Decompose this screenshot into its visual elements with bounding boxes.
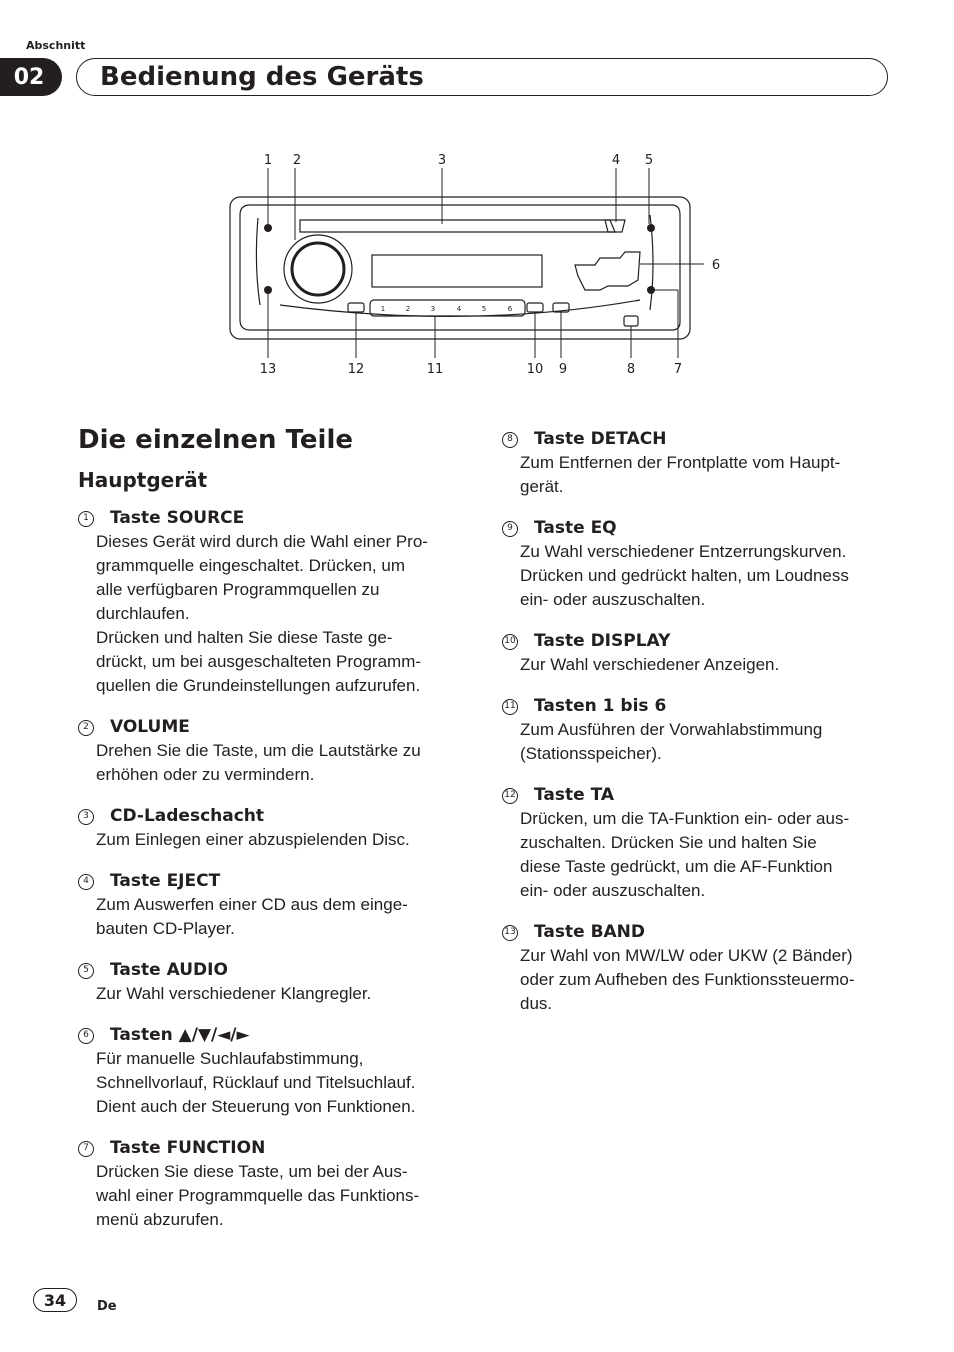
callout-9: 9 bbox=[558, 362, 568, 377]
item-description bbox=[502, 540, 897, 612]
list-item bbox=[502, 784, 897, 903]
callout-13: 13 bbox=[259, 362, 277, 377]
callout-1: 1 bbox=[263, 153, 273, 168]
callout-7: 7 bbox=[673, 362, 683, 377]
item-title: Taste DETACH bbox=[534, 429, 667, 449]
item-description bbox=[78, 982, 468, 1006]
source-button-dot bbox=[264, 224, 272, 232]
item-title: VOLUME bbox=[110, 717, 190, 737]
item-description bbox=[502, 944, 897, 1016]
description-line: zuschalten. Drücken Sie und halten Sie bbox=[520, 833, 817, 852]
callout-5: 5 bbox=[644, 153, 654, 168]
description-line: quellen die Grundeinstellungen aufzurufen. bbox=[96, 676, 421, 695]
page-subtitle: Hauptgerät bbox=[78, 468, 208, 492]
section-label: Abschnitt bbox=[26, 39, 86, 52]
item-number-badge: 4 bbox=[78, 874, 94, 890]
preset-label: 3 bbox=[430, 305, 436, 313]
item-number-badge: 10 bbox=[502, 634, 518, 650]
item-number-badge: 8 bbox=[502, 432, 518, 448]
device-front-panel-diagram bbox=[220, 140, 740, 385]
callout-8: 8 bbox=[626, 362, 636, 377]
item-heading bbox=[78, 1137, 468, 1160]
description-line: ein- oder auszuschalten. bbox=[520, 881, 706, 900]
list-item bbox=[78, 805, 468, 852]
description-line: Zur Wahl von MW/LW oder UKW (2 Bänder) bbox=[520, 946, 853, 965]
list-item bbox=[502, 630, 897, 677]
item-title: CD-Ladeschacht bbox=[110, 806, 265, 826]
description-line: Für manuelle Suchlaufabstimmung, bbox=[96, 1049, 364, 1068]
description-line: Zur Wahl verschiedener Klangregler. bbox=[96, 984, 372, 1003]
item-description bbox=[502, 718, 897, 766]
preset-label: 1 bbox=[380, 305, 386, 313]
item-title: Tasten ▲/▼/◄/► bbox=[110, 1025, 250, 1045]
callout-11: 11 bbox=[426, 362, 444, 377]
item-title: Taste TA bbox=[534, 785, 615, 805]
description-line: wahl einer Programmquelle das Funktions- bbox=[96, 1186, 420, 1205]
list-item bbox=[78, 959, 468, 1006]
list-item bbox=[78, 1024, 468, 1119]
direction-pad-shape bbox=[575, 252, 640, 290]
item-description bbox=[78, 1047, 468, 1119]
item-heading bbox=[78, 1024, 468, 1047]
volume-knob bbox=[292, 243, 344, 295]
item-title: Taste DISPLAY bbox=[534, 631, 671, 651]
section-number-badge: 02 bbox=[0, 58, 62, 96]
page-title: Die einzelnen Teile bbox=[78, 425, 353, 455]
description-line: alle verfügbaren Programmquellen zu bbox=[96, 580, 380, 599]
callout-10: 10 bbox=[526, 362, 544, 377]
item-title: Taste EQ bbox=[534, 518, 617, 538]
list-item bbox=[502, 921, 897, 1016]
audio-button-dot bbox=[647, 224, 655, 232]
item-heading bbox=[78, 870, 468, 893]
item-number-badge: 1 bbox=[78, 511, 94, 527]
chapter-title: Bedienung des Geräts bbox=[100, 62, 424, 92]
item-description bbox=[78, 828, 468, 852]
item-title: Tasten 1 bis 6 bbox=[534, 696, 667, 716]
item-heading bbox=[78, 959, 468, 982]
list-item bbox=[78, 1137, 468, 1232]
page-number: 34 bbox=[33, 1288, 77, 1312]
ta-button-shape bbox=[348, 303, 364, 312]
item-number-badge: 11 bbox=[502, 699, 518, 715]
band-button-dot bbox=[264, 286, 272, 294]
description-line: grammquelle eingeschaltet. Drücken, um bbox=[96, 556, 405, 575]
item-description bbox=[78, 893, 468, 941]
callout-4: 4 bbox=[611, 153, 621, 168]
item-title: Taste EJECT bbox=[110, 871, 221, 891]
callout-12: 12 bbox=[347, 362, 365, 377]
description-line: gerät. bbox=[520, 477, 564, 496]
preset-button-bar bbox=[370, 300, 525, 316]
item-heading bbox=[502, 921, 897, 944]
item-title: Taste AUDIO bbox=[110, 960, 228, 980]
item-description bbox=[502, 653, 897, 677]
language-code: De bbox=[97, 1299, 117, 1314]
item-description bbox=[502, 451, 897, 499]
item-description bbox=[78, 1160, 468, 1232]
description-line: Drücken und halten Sie diese Taste ge- bbox=[96, 628, 393, 647]
left-column bbox=[78, 507, 468, 1250]
item-title: Taste FUNCTION bbox=[110, 1138, 266, 1158]
description-line: Zu Wahl verschiedener Entzerrungskurven. bbox=[520, 542, 847, 561]
item-heading bbox=[78, 716, 468, 739]
preset-label: 5 bbox=[481, 305, 487, 313]
description-line: bauten CD-Player. bbox=[96, 919, 235, 938]
item-description bbox=[502, 807, 897, 903]
callout-6: 6 bbox=[711, 258, 721, 273]
description-line: ein- oder auszuschalten. bbox=[520, 590, 706, 609]
list-item bbox=[78, 716, 468, 787]
item-description bbox=[78, 739, 468, 787]
item-number-badge: 3 bbox=[78, 809, 94, 825]
description-line: oder zum Aufheben des Funktionssteuermo- bbox=[520, 970, 855, 989]
volume-knob-ring bbox=[284, 235, 352, 303]
preset-label: 6 bbox=[507, 305, 513, 313]
item-number-badge: 6 bbox=[78, 1028, 94, 1044]
description-line: Dieses Gerät wird durch die Wahl einer Pro- bbox=[96, 532, 428, 551]
item-number-badge: 5 bbox=[78, 963, 94, 979]
description-line: dus. bbox=[520, 994, 553, 1013]
left-panel-curve bbox=[256, 218, 260, 305]
preset-label: 2 bbox=[405, 305, 411, 313]
list-item bbox=[502, 428, 897, 499]
description-line: (Stationsspeicher). bbox=[520, 744, 662, 763]
description-line: erhöhen oder zu vermindern. bbox=[96, 765, 315, 784]
list-item bbox=[78, 507, 468, 698]
item-description bbox=[78, 530, 468, 698]
description-line: menü abzurufen. bbox=[96, 1210, 224, 1229]
callout-3: 3 bbox=[437, 153, 447, 168]
chassis-outline bbox=[230, 197, 690, 339]
item-heading bbox=[502, 630, 897, 653]
item-heading bbox=[502, 428, 897, 451]
cd-slot bbox=[300, 220, 615, 232]
item-title: Taste BAND bbox=[534, 922, 646, 942]
description-line: Zum Entfernen der Frontplatte vom Haupt- bbox=[520, 453, 841, 472]
description-line: Drehen Sie die Taste, um die Lautstärke zu bbox=[96, 741, 421, 760]
item-heading bbox=[78, 805, 468, 828]
item-number-badge: 12 bbox=[502, 788, 518, 804]
list-item bbox=[502, 695, 897, 766]
description-line: Drücken Sie diese Taste, um bei der Aus- bbox=[96, 1162, 408, 1181]
description-line: Schnellvorlauf, Rücklauf und Titelsuchlauf. bbox=[96, 1073, 416, 1092]
right-column bbox=[502, 428, 897, 1034]
item-number-badge: 13 bbox=[502, 925, 518, 941]
item-heading bbox=[502, 784, 897, 807]
description-line: Dient auch der Steuerung von Funktionen. bbox=[96, 1097, 416, 1116]
description-line: Zum Ausführen der Vorwahlabstimmung bbox=[520, 720, 823, 739]
description-line: Zum Auswerfen einer CD aus dem einge- bbox=[96, 895, 408, 914]
detach-button-shape bbox=[624, 316, 638, 326]
description-line: drückt, um bei ausgeschalteten Programm- bbox=[96, 652, 422, 671]
description-line: diese Taste gedrückt, um die AF-Funktion bbox=[520, 857, 833, 876]
item-title: Taste SOURCE bbox=[110, 508, 245, 528]
description-line: Drücken und gedrückt halten, um Loudness bbox=[520, 566, 849, 585]
description-line: durchlaufen. bbox=[96, 604, 190, 623]
callout-2: 2 bbox=[292, 153, 302, 168]
item-heading bbox=[502, 517, 897, 540]
description-line: Zur Wahl verschiedener Anzeigen. bbox=[520, 655, 780, 674]
list-item bbox=[502, 517, 897, 612]
item-number-badge: 9 bbox=[502, 521, 518, 537]
description-line: Drücken, um die TA-Funktion ein- oder aus- bbox=[520, 809, 850, 828]
item-heading bbox=[502, 695, 897, 718]
description-line: Zum Einlegen einer abzuspielenden Disc. bbox=[96, 830, 410, 849]
item-number-badge: 2 bbox=[78, 720, 94, 736]
preset-label: 4 bbox=[456, 305, 462, 313]
list-item bbox=[78, 870, 468, 941]
display-button-shape bbox=[527, 303, 543, 312]
item-number-badge: 7 bbox=[78, 1141, 94, 1157]
eject-button-shape bbox=[605, 220, 625, 232]
item-heading bbox=[78, 507, 468, 530]
display-window bbox=[372, 255, 542, 287]
